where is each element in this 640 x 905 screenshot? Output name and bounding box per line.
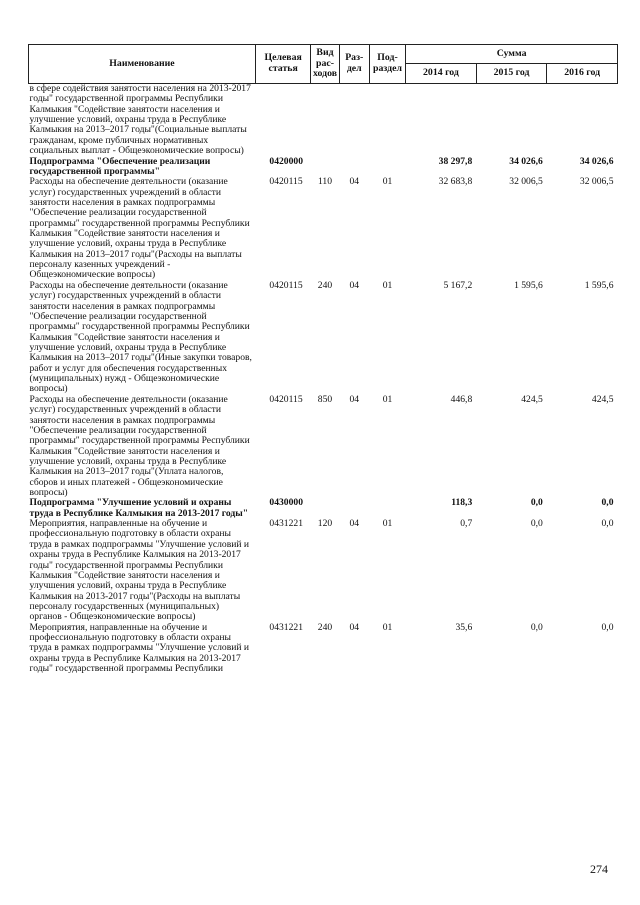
cell-2016: 0,0 <box>601 497 614 509</box>
table-row <box>29 281 618 395</box>
table-row <box>29 623 618 675</box>
cell-name: Расходы на обеспечение деятельности (оказание услуг) государственных учреждений в области занятости населения в рамках подпрограммы "Обеспечение реализации государственной программы" государственной программы Республики Калмыкия "Содействие занятости населения и улучшение условий, охраны труда в Республике Калмыкия на 2013–2017 годы"(Иные закупки товаров, работ и услуг для обеспечения государственных (муниципальных) нужд - Общеэкономические вопросы) <box>29 279 252 395</box>
header-razdel: Раз-дел <box>339 45 369 84</box>
cell-2014 <box>406 84 477 157</box>
cell-2015: 424,5 <box>521 393 543 405</box>
cell-vid <box>311 157 339 178</box>
cell-celevaya <box>255 84 310 157</box>
cell-podrazdel: 01 <box>382 279 393 291</box>
table-row <box>29 84 618 157</box>
cell-celevaya: 0420115 <box>269 393 303 405</box>
cell-celevaya: 0420115 <box>269 176 303 188</box>
cell-celevaya: 0431221 <box>269 621 303 633</box>
cell-podrazdel: 01 <box>382 393 393 405</box>
cell-2016: 0,0 <box>601 518 614 530</box>
cell-celevaya: 0430000 <box>269 497 303 509</box>
cell-podrazdel <box>369 84 405 157</box>
cell-vid: 240 <box>317 621 333 633</box>
table-body <box>29 84 618 675</box>
cell-2015: 32 006,5 <box>509 176 543 188</box>
cell-name: Мероприятия, направленные на обучение и профессиональную подготовку в области охраны труда в рамках подпрограммы "Улучшение условий и охраны труда в Республике Калмыкия на 2013-2017 годы" государственной программы Республики <box>29 621 250 675</box>
cell-vid: 850 <box>317 393 333 405</box>
cell-2014: 118,3 <box>451 497 473 509</box>
cell-name: в сфере содействия занятости населения на 2013-2017 годы" государственной программы Республики Калмыкия "Содействие занятости населения и улучшение условий, охраны труда в Республике Калмыкия на 2013–2017 годы"(Социальные выплаты гражданам, кроме публичных нормативных социальных выплат - Общеэкономические вопросы) <box>29 83 251 157</box>
cell-2014: 35,6 <box>455 621 473 633</box>
cell-2015: 34 026,6 <box>509 155 543 167</box>
header-summa: Сумма <box>406 45 618 64</box>
cell-name: Подпрограмма "Улучшение условий и охраны труда в Республике Калмыкия на 2013-2017 годы" <box>29 497 249 519</box>
cell-2016: 1 595,6 <box>584 279 614 291</box>
cell-razdel <box>339 157 369 178</box>
table-row <box>29 395 618 499</box>
cell-2016: 424,5 <box>591 393 614 405</box>
cell-vid: 110 <box>317 176 333 188</box>
cell-razdel: 04 <box>349 176 360 188</box>
header-vid: Вид рас-ходов <box>311 45 339 84</box>
cell-2014: 5 167,2 <box>443 279 473 291</box>
cell-vid: 240 <box>317 279 333 291</box>
cell-2016 <box>547 84 618 157</box>
cell-razdel: 04 <box>349 393 360 405</box>
cell-razdel: 04 <box>349 518 360 530</box>
header-2015: 2015 год <box>476 64 547 84</box>
cell-podrazdel <box>369 498 405 519</box>
cell-podrazdel: 01 <box>382 176 393 188</box>
cell-celevaya: 0420000 <box>269 155 303 167</box>
cell-razdel: 04 <box>349 621 360 633</box>
cell-vid: 120 <box>317 518 333 530</box>
header-2016: 2016 год <box>547 64 618 84</box>
budget-table <box>28 44 618 674</box>
table-row <box>29 177 618 281</box>
cell-2016: 32 006,5 <box>579 176 614 188</box>
header-name: Наименование <box>29 45 256 84</box>
header-2014: 2014 год <box>406 64 477 84</box>
table-row <box>29 498 618 519</box>
cell-podrazdel: 01 <box>382 518 393 530</box>
cell-razdel: 04 <box>349 279 360 291</box>
cell-vid <box>311 498 339 519</box>
cell-2014: 446,8 <box>450 393 473 405</box>
cell-razdel <box>339 84 369 157</box>
cell-name: Мероприятия, направленные на обучение и профессиональную подготовку в области охраны труда в рамках подпрограммы "Улучшение условий и охраны труда в Республике Калмыкия на 2013-2017 годы" государственной программы Республики Калмыкия "Содействие занятости населения и улучшения условий, охраны труда в Республике Калмыкия на 2013-2017 годы"(Расходы на выплаты персоналу государственных (муниципальных) органов - Общеэкономические вопросы) <box>29 518 250 623</box>
cell-2016: 0,0 <box>601 621 614 633</box>
cell-2015: 1 595,6 <box>514 279 543 291</box>
cell-2015: 0,0 <box>530 518 543 530</box>
cell-2015: 0,0 <box>530 497 543 509</box>
cell-2015 <box>476 84 547 157</box>
cell-2015: 0,0 <box>530 621 543 633</box>
cell-2014: 32 683,8 <box>438 176 473 188</box>
table-header <box>29 45 618 84</box>
cell-2016: 34 026,6 <box>579 155 614 167</box>
table-row <box>29 519 618 623</box>
cell-name: Расходы на обеспечение деятельности (оказание услуг) государственных учреждений в области занятости населения в рамках подпрограммы "Обеспечение реализации государственной программы" государственной программы Республики Калмыкия "Содействие занятости населения и улучшение условий, охраны труда в Республике Калмыкия на 2013–2017 годы"(Уплата налогов, сборов и иных платежей - Общеэкономические вопросы) <box>29 393 250 499</box>
cell-celevaya: 0431221 <box>269 518 303 530</box>
table-row <box>29 157 618 178</box>
cell-name: Подпрограмма "Обеспечение реализации государственной программы" <box>29 155 211 177</box>
page-number: 274 <box>590 862 608 876</box>
cell-2014: 0,7 <box>460 518 473 530</box>
cell-podrazdel <box>369 157 405 178</box>
header-celevaya: Целевая статья <box>255 45 310 84</box>
cell-2014: 38 297,8 <box>438 155 473 167</box>
cell-podrazdel: 01 <box>382 621 393 633</box>
cell-name: Расходы на обеспечение деятельности (оказание услуг) государственных учреждений в области занятости населения в рамках подпрограммы "Обеспечение реализации государственной программы" государственной программы Республики Калмыкия "Содействие занятости населения и улучшение условий, охраны труда в Республике Калмыкия на 2013–2017 годы"(Расходы на выплаты персоналу казенных учреждений - Общеэкономические вопросы) <box>29 176 250 281</box>
cell-razdel <box>339 498 369 519</box>
header-podrazdel: Под-раздел <box>369 45 405 84</box>
cell-celevaya: 0420115 <box>269 279 303 291</box>
cell-vid <box>311 84 339 157</box>
